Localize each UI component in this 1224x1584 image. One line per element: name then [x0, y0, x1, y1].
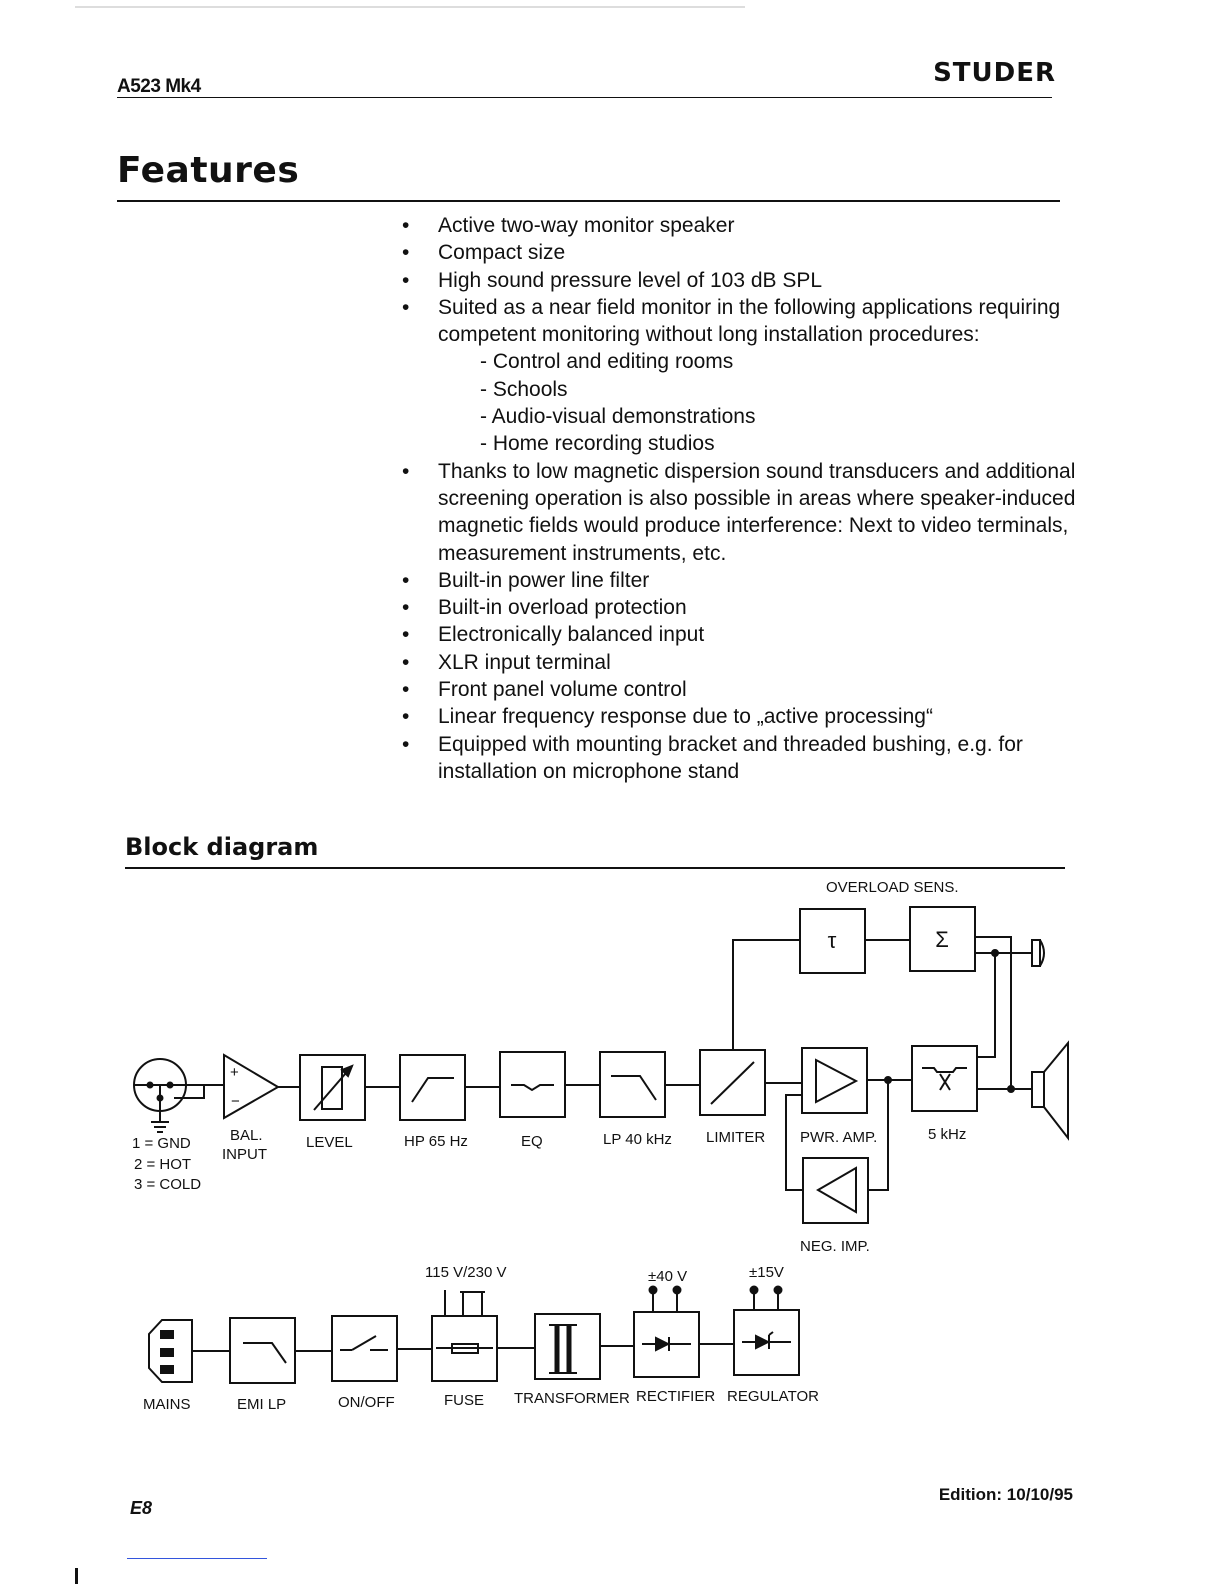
fuse-label: FUSE — [444, 1392, 485, 1409]
bullet-icon: • — [402, 678, 410, 702]
tweeter-speaker-icon — [1032, 940, 1044, 966]
feature-text: Electronically balanced input — [438, 623, 705, 647]
v15-label: ±15V — [749, 1264, 784, 1281]
power-amp-block — [802, 1048, 867, 1113]
feature-text: Built-in overload protection — [438, 596, 687, 620]
bullet-icon: • — [402, 268, 410, 292]
neg-imp-block — [803, 1158, 868, 1223]
crossover-label: 5 kHz — [928, 1126, 967, 1143]
voltage-select-label: 115 V/230 V — [425, 1264, 507, 1281]
v40-label: ±40 V — [648, 1268, 688, 1285]
sub-item-text: Control and editing rooms — [492, 350, 734, 374]
woofer-speaker-icon — [1032, 1043, 1068, 1138]
footer-link-line — [127, 1558, 267, 1559]
bullet-icon: • — [402, 623, 410, 647]
hp-filter-block — [400, 1055, 465, 1120]
sub-item: - Schools — [480, 377, 568, 401]
bullet-icon: • — [402, 705, 410, 729]
level-block — [300, 1055, 365, 1120]
overload-sens-label: OVERLOAD SENS. — [826, 879, 959, 896]
bullet-icon: • — [402, 459, 410, 483]
minus-sign: − — [231, 1093, 240, 1110]
feature-text: Active two-way monitor speaker — [438, 214, 735, 237]
pin-hot-label: 2 = HOT — [134, 1156, 192, 1173]
on-off-switch-block — [332, 1316, 397, 1381]
bullet-icon: • — [402, 650, 410, 674]
eq-block — [500, 1052, 565, 1117]
tau-symbol: τ — [827, 928, 837, 953]
limiter-label: LIMITER — [706, 1129, 766, 1146]
brand-logo: STUDER — [933, 58, 1056, 88]
edition-date: Edition: 10/10/95 — [938, 1485, 1073, 1504]
emi-filter-block — [230, 1318, 295, 1383]
sub-item-text: Audio-visual demonstrations — [491, 405, 756, 429]
pwr-amp-label: PWR. AMP. — [800, 1129, 878, 1146]
feature-text: High sound pressure level of 103 dB SPL — [438, 268, 823, 292]
lp-label: LP 40 kHz — [603, 1131, 672, 1148]
model-name: A523 Mk4 — [117, 76, 201, 97]
sub-item: - Audio-visual demonstrations — [480, 405, 756, 429]
pin-gnd-label: 1 = GND — [132, 1135, 191, 1152]
xlr-connector-icon — [134, 1059, 224, 1132]
section-title-block-diagram: Block diagram — [125, 833, 319, 861]
transformer-block — [535, 1314, 600, 1379]
hp-label: HP 65 Hz — [404, 1133, 468, 1150]
sigma-symbol: Σ — [935, 927, 949, 952]
feature-text: Equipped with mounting bracket and threaded bushing, e.g. for installation on microphone stand — [438, 732, 1023, 783]
sub-item: - Control and editing rooms — [480, 350, 734, 374]
feature-text: Compact size — [438, 241, 566, 265]
plus-sign: + — [230, 1064, 239, 1081]
limiter-block — [700, 1050, 765, 1115]
bullet-icon: • — [402, 596, 410, 620]
bullet-icon: • — [402, 568, 410, 592]
page-number: E8 — [130, 1498, 153, 1518]
emi-lp-label: EMI LP — [237, 1396, 287, 1413]
mains-socket-icon — [149, 1320, 192, 1382]
fuse-block — [432, 1316, 497, 1381]
bullet-icon: • — [402, 295, 410, 319]
rectifier-block — [634, 1312, 699, 1377]
eq-label: EQ — [521, 1133, 543, 1150]
regulator-output-pins — [751, 1287, 782, 1311]
transformer-label: TRANSFORMER — [514, 1390, 630, 1407]
section-title-features: Features — [117, 150, 300, 191]
rectifier-output-pins — [650, 1287, 681, 1313]
level-label: LEVEL — [306, 1134, 353, 1151]
balanced-input-amp-icon — [224, 1055, 278, 1118]
sub-item: - Home recording studios — [480, 432, 715, 456]
voltage-select-pins — [445, 1290, 485, 1316]
feature-text: XLR input terminal — [438, 650, 611, 674]
neg-imp-label: NEG. IMP. — [800, 1238, 870, 1255]
feature-text: Linear frequency response due to „active processing“ — [438, 705, 933, 729]
sub-item-text: Home recording studios — [492, 432, 715, 456]
sub-item-text: Schools — [492, 377, 568, 401]
bal-label-line2: INPUT — [222, 1146, 267, 1163]
bullet-icon: • — [402, 732, 410, 756]
crossover-block — [912, 1046, 977, 1111]
feature-text: Front panel volume control — [438, 678, 687, 702]
regulator-label: REGULATOR — [727, 1388, 819, 1405]
feature-text: Suited as a near field monitor in the following applications requiring competent monitoring without long installation procedures: — [438, 295, 1061, 347]
rectifier-label: RECTIFIER — [636, 1388, 716, 1405]
regulator-block — [734, 1310, 799, 1375]
lp-filter-block — [600, 1052, 665, 1117]
feature-text: Built-in power line filter — [438, 568, 650, 592]
mains-label: MAINS — [143, 1396, 191, 1413]
bal-label-line1: BAL. — [230, 1127, 263, 1144]
footer-mark — [75, 1568, 78, 1584]
pin-cold-label: 3 = COLD — [134, 1176, 202, 1193]
bullet-icon: • — [402, 214, 410, 237]
on-off-label: ON/OFF — [338, 1394, 395, 1411]
feature-text: Thanks to low magnetic dispersion sound transducers and additional screening operation is also possible in areas where speaker-induced magnetic fields would produce interference: Next to video terminals, measurement instruments, etc. — [438, 459, 1076, 565]
bullet-icon: • — [402, 241, 410, 265]
